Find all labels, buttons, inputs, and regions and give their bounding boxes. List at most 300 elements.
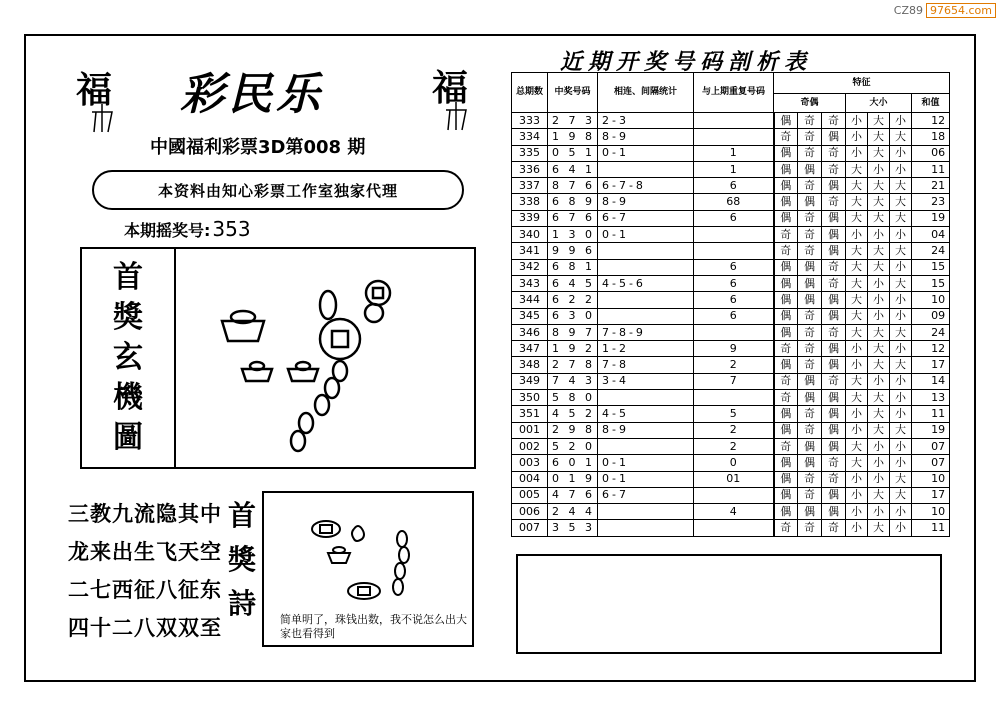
- cell-repeat: 01: [694, 471, 774, 487]
- fu-left: 福: [76, 69, 113, 111]
- draw-number-line: [124, 217, 251, 241]
- cell-big-small: 小: [890, 227, 912, 243]
- cell-adjacent: 1-2: [598, 341, 694, 357]
- cell-sum: 10: [912, 292, 950, 308]
- cell-odd-even: 偶: [798, 438, 822, 454]
- cell-big-small: 小: [868, 161, 890, 177]
- cell-big-small: 大: [868, 357, 890, 373]
- cell-big-small: 小: [846, 341, 868, 357]
- cell-repeat: 5: [694, 406, 774, 422]
- cell-odd-even: 奇: [798, 129, 822, 145]
- cell-odd-even: 偶: [774, 357, 798, 373]
- cell-odd-even: 奇: [798, 406, 822, 422]
- cell-issue: 006: [512, 504, 548, 520]
- cell-odd-even: 偶: [822, 487, 846, 503]
- table-row: [512, 520, 950, 536]
- puzzle-illustration: [178, 251, 474, 467]
- cell-big-small: 大: [846, 373, 868, 389]
- gold-ingot-icon: [328, 547, 350, 563]
- cell-odd-even: 奇: [822, 161, 846, 177]
- cell-odd-even: 偶: [774, 406, 798, 422]
- cell-odd-even: 偶: [774, 210, 798, 226]
- cell-repeat: 0: [694, 455, 774, 471]
- cell-odd-even: 奇: [798, 145, 822, 161]
- cell-winning-number: 1 3 0: [548, 227, 598, 243]
- cell-winning-number: 5 2 0: [548, 438, 598, 454]
- poem-title-char: 獎: [228, 543, 257, 576]
- cell-odd-even: 奇: [798, 227, 822, 243]
- cell-big-small: 小: [890, 390, 912, 406]
- cell-adjacent: 3-4: [598, 373, 694, 389]
- cell-big-small: 大: [846, 178, 868, 194]
- cell-big-small: 大: [846, 438, 868, 454]
- header-features: 特征: [774, 73, 950, 94]
- cell-sum: 11: [912, 406, 950, 422]
- cell-repeat: [694, 243, 774, 259]
- cell-big-small: 小: [846, 422, 868, 438]
- cell-odd-even: 偶: [798, 292, 822, 308]
- cell-issue: 339: [512, 210, 548, 226]
- cell-big-small: 大: [868, 210, 890, 226]
- puzzle-char: 首: [113, 260, 143, 295]
- cell-odd-even: 奇: [822, 145, 846, 161]
- cell-big-small: 大: [846, 390, 868, 406]
- cell-big-small: 小: [868, 471, 890, 487]
- cell-big-small: 大: [846, 243, 868, 259]
- table-row: [512, 145, 950, 161]
- cell-odd-even: 偶: [798, 259, 822, 275]
- table-row: [512, 178, 950, 194]
- coin-edge-icon: [397, 531, 407, 547]
- cell-winning-number: 8 7 6: [548, 178, 598, 194]
- cell-big-small: 大: [890, 243, 912, 259]
- cell-adjacent: [598, 292, 694, 308]
- cell-winning-number: 6 7 6: [548, 210, 598, 226]
- tassel-left-icon: [84, 104, 120, 134]
- poem-title-char: 詩: [228, 587, 257, 620]
- cell-issue: 337: [512, 178, 548, 194]
- cell-repeat: [694, 324, 774, 340]
- cell-big-small: 小: [868, 308, 890, 324]
- cell-issue: 347: [512, 341, 548, 357]
- cell-winning-number: 1 9 8: [548, 129, 598, 145]
- cell-odd-even: 偶: [774, 422, 798, 438]
- cell-big-small: 小: [890, 113, 912, 129]
- cell-winning-number: 4 5 2: [548, 406, 598, 422]
- cell-sum: 14: [912, 373, 950, 389]
- cell-adjacent: 8-9: [598, 129, 694, 145]
- cell-big-small: 大: [868, 243, 890, 259]
- cell-repeat: [694, 520, 774, 536]
- cell-big-small: 大: [846, 324, 868, 340]
- cell-issue: 335: [512, 145, 548, 161]
- cell-odd-even: 奇: [822, 373, 846, 389]
- cell-winning-number: 2 7 8: [548, 357, 598, 373]
- gold-ingot-icon: [242, 362, 272, 381]
- cell-issue: 348: [512, 357, 548, 373]
- cell-odd-even: 偶: [774, 161, 798, 177]
- cell-big-small: 小: [890, 520, 912, 536]
- cell-issue: 341: [512, 243, 548, 259]
- cell-adjacent: [598, 243, 694, 259]
- cell-repeat: [694, 113, 774, 129]
- cell-issue: 345: [512, 308, 548, 324]
- cell-repeat: 1: [694, 145, 774, 161]
- cell-issue: 004: [512, 471, 548, 487]
- cell-odd-even: 偶: [798, 161, 822, 177]
- poem-line: 二七西征八征东: [68, 578, 222, 602]
- cell-sum: 21: [912, 178, 950, 194]
- cell-repeat: [694, 487, 774, 503]
- cell-sum: 07: [912, 455, 950, 471]
- cell-issue: 350: [512, 390, 548, 406]
- puzzle-char: 玄: [113, 340, 143, 375]
- coin-icon: [320, 319, 360, 359]
- poem-title-char: 首: [228, 499, 257, 532]
- cell-repeat: 6: [694, 275, 774, 291]
- poem-line: 龙来出生飞天空: [68, 540, 222, 564]
- coin-edge-icon: [393, 579, 403, 595]
- cell-big-small: 小: [890, 406, 912, 422]
- cell-repeat: 7: [694, 373, 774, 389]
- cell-big-small: 大: [868, 178, 890, 194]
- cell-big-small: 小: [890, 161, 912, 177]
- cell-winning-number: 2 7 3: [548, 113, 598, 129]
- cell-odd-even: 偶: [798, 504, 822, 520]
- cell-odd-even: 偶: [774, 504, 798, 520]
- cell-odd-even: 偶: [774, 292, 798, 308]
- cell-adjacent: [598, 504, 694, 520]
- cell-repeat: 4: [694, 504, 774, 520]
- poem-picture-box: [262, 491, 474, 647]
- cell-winning-number: 6 8 9: [548, 194, 598, 210]
- cell-issue: 351: [512, 406, 548, 422]
- coin-edge-icon: [291, 431, 305, 451]
- cell-issue: 005: [512, 487, 548, 503]
- table-title: 近期开奖号码剖析表: [560, 49, 813, 75]
- cell-sum: 24: [912, 324, 950, 340]
- draw-label: 本期摇奖号:: [124, 221, 211, 240]
- cell-odd-even: 奇: [774, 341, 798, 357]
- poem-illustration: [264, 493, 472, 611]
- table-row: [512, 471, 950, 487]
- cell-big-small: 大: [846, 308, 868, 324]
- cell-repeat: 68: [694, 194, 774, 210]
- cell-issue: 336: [512, 161, 548, 177]
- cell-odd-even: 奇: [822, 520, 846, 536]
- coin-edge-icon: [315, 395, 329, 415]
- history-table-body: [512, 113, 950, 537]
- cell-odd-even: 奇: [774, 227, 798, 243]
- cell-sum: 12: [912, 113, 950, 129]
- blank-notes-box: [516, 554, 942, 654]
- cell-repeat: 1: [694, 161, 774, 177]
- cell-odd-even: 奇: [798, 341, 822, 357]
- poem-title: [228, 494, 258, 626]
- cell-adjacent: 2-3: [598, 113, 694, 129]
- puzzle-char: 機: [113, 380, 143, 415]
- cell-repeat: 6: [694, 259, 774, 275]
- cell-odd-even: 奇: [822, 194, 846, 210]
- cell-adjacent: 0-1: [598, 455, 694, 471]
- cell-issue: 340: [512, 227, 548, 243]
- table-row: [512, 113, 950, 129]
- puzzle-box: [80, 247, 476, 469]
- cell-adjacent: [598, 259, 694, 275]
- coin-edge-icon: [325, 378, 339, 398]
- subtitle-prefix: 中國福利彩票3D第: [150, 137, 304, 158]
- cell-winning-number: 6 4 1: [548, 161, 598, 177]
- table-row: [512, 504, 950, 520]
- cell-big-small: 大: [890, 487, 912, 503]
- cell-odd-even: 奇: [798, 324, 822, 340]
- cell-adjacent: [598, 308, 694, 324]
- coin-edge-icon: [399, 547, 409, 563]
- cell-issue: 344: [512, 292, 548, 308]
- cell-issue: 002: [512, 438, 548, 454]
- cell-big-small: 大: [846, 455, 868, 471]
- cell-odd-even: 偶: [774, 487, 798, 503]
- cell-repeat: 6: [694, 292, 774, 308]
- subtitle: [150, 133, 365, 159]
- cell-winning-number: 2 4 4: [548, 504, 598, 520]
- table-row: [512, 341, 950, 357]
- cell-odd-even: 奇: [774, 243, 798, 259]
- cell-repeat: 6: [694, 178, 774, 194]
- cell-winning-number: 2 9 8: [548, 422, 598, 438]
- cell-adjacent: 6-7-8: [598, 178, 694, 194]
- cell-big-small: 大: [868, 259, 890, 275]
- table-row: [512, 373, 950, 389]
- cell-winning-number: 6 2 2: [548, 292, 598, 308]
- cell-odd-even: 偶: [798, 194, 822, 210]
- cell-adjacent: [598, 161, 694, 177]
- cell-adjacent: 0-1: [598, 227, 694, 243]
- cell-big-small: 小: [890, 341, 912, 357]
- cell-odd-even: 偶: [774, 145, 798, 161]
- cell-odd-even: 偶: [774, 324, 798, 340]
- cell-big-small: 小: [890, 145, 912, 161]
- cell-winning-number: 9 9 6: [548, 243, 598, 259]
- cell-issue: 342: [512, 259, 548, 275]
- cell-big-small: 小: [890, 373, 912, 389]
- table-row: [512, 129, 950, 145]
- coin-edge-icon: [352, 526, 364, 541]
- cell-issue: 338: [512, 194, 548, 210]
- cell-big-small: 大: [890, 422, 912, 438]
- cell-big-small: 大: [890, 194, 912, 210]
- cell-odd-even: 偶: [822, 438, 846, 454]
- cell-odd-even: 奇: [822, 471, 846, 487]
- table-row: [512, 161, 950, 177]
- table-row: [512, 292, 950, 308]
- cell-odd-even: 奇: [798, 178, 822, 194]
- cell-odd-even: 奇: [798, 487, 822, 503]
- cell-sum: 18: [912, 129, 950, 145]
- cell-repeat: [694, 129, 774, 145]
- cell-odd-even: 偶: [798, 455, 822, 471]
- cell-winning-number: 3 5 3: [548, 520, 598, 536]
- tassel-right-icon: [438, 102, 474, 132]
- cell-sum: 11: [912, 520, 950, 536]
- cell-odd-even: 偶: [822, 292, 846, 308]
- table-row: [512, 390, 950, 406]
- coin-edge-icon: [299, 413, 313, 433]
- cell-odd-even: 偶: [822, 504, 846, 520]
- cell-sum: 10: [912, 504, 950, 520]
- cell-odd-even: 奇: [798, 357, 822, 373]
- cell-odd-even: 偶: [774, 113, 798, 129]
- cell-odd-even: 奇: [822, 113, 846, 129]
- cell-odd-even: 奇: [798, 113, 822, 129]
- cell-big-small: 小: [868, 504, 890, 520]
- cell-big-small: 小: [868, 438, 890, 454]
- cell-odd-even: 偶: [822, 422, 846, 438]
- cell-odd-even: 偶: [822, 178, 846, 194]
- header-sum: 和值: [912, 94, 950, 113]
- cell-odd-even: 偶: [822, 357, 846, 373]
- gold-ingot-icon: [288, 362, 318, 381]
- cell-odd-even: 偶: [822, 406, 846, 422]
- watermark: [894, 3, 996, 18]
- watermark-site[interactable]: 97654.com: [926, 3, 996, 18]
- cell-issue: 349: [512, 373, 548, 389]
- cell-big-small: 小: [890, 292, 912, 308]
- cell-issue: 003: [512, 455, 548, 471]
- coin-edge-icon: [320, 291, 336, 319]
- cell-big-small: 小: [868, 373, 890, 389]
- cell-big-small: 大: [890, 324, 912, 340]
- cell-big-small: 小: [868, 275, 890, 291]
- cell-odd-even: 奇: [774, 520, 798, 536]
- cell-odd-even: 奇: [822, 275, 846, 291]
- cell-big-small: 小: [890, 259, 912, 275]
- cell-sum: 07: [912, 438, 950, 454]
- table-row: [512, 438, 950, 454]
- cell-winning-number: 5 8 0: [548, 390, 598, 406]
- cell-odd-even: 奇: [774, 390, 798, 406]
- cell-big-small: 小: [868, 227, 890, 243]
- cell-odd-even: 奇: [774, 373, 798, 389]
- cell-big-small: 小: [868, 292, 890, 308]
- cell-sum: 19: [912, 422, 950, 438]
- cell-odd-even: 偶: [798, 390, 822, 406]
- cell-big-small: 大: [868, 422, 890, 438]
- cell-big-small: 大: [868, 520, 890, 536]
- cell-sum: 13: [912, 390, 950, 406]
- puzzle-label: [82, 249, 174, 467]
- cell-odd-even: 奇: [798, 422, 822, 438]
- cell-odd-even: 偶: [822, 308, 846, 324]
- cell-issue: 343: [512, 275, 548, 291]
- cell-issue: 007: [512, 520, 548, 536]
- fu-right: 福: [432, 67, 469, 109]
- cell-adjacent: 8-9: [598, 422, 694, 438]
- table-row: [512, 324, 950, 340]
- cell-adjacent: 7-8-9: [598, 324, 694, 340]
- coin-icon: [312, 521, 340, 537]
- table-row: [512, 227, 950, 243]
- cell-winning-number: 0 5 1: [548, 145, 598, 161]
- cell-big-small: 小: [890, 504, 912, 520]
- cell-issue: 346: [512, 324, 548, 340]
- cell-sum: 09: [912, 308, 950, 324]
- cell-odd-even: 偶: [822, 129, 846, 145]
- coin-edge-icon: [395, 563, 405, 579]
- cell-winning-number: 6 3 0: [548, 308, 598, 324]
- cell-sum: 12: [912, 341, 950, 357]
- page-title: 彩民乐: [180, 69, 324, 120]
- header-big-small: 大小: [846, 94, 912, 113]
- cell-sum: 10: [912, 471, 950, 487]
- cell-big-small: 大: [868, 113, 890, 129]
- cell-repeat: 2: [694, 438, 774, 454]
- cell-repeat: 9: [694, 341, 774, 357]
- cell-big-small: 小: [890, 455, 912, 471]
- cell-adjacent: 0-1: [598, 145, 694, 161]
- cell-big-small: 大: [868, 324, 890, 340]
- cell-issue: 001: [512, 422, 548, 438]
- cell-winning-number: 1 9 2: [548, 341, 598, 357]
- cell-big-small: 小: [846, 113, 868, 129]
- cell-issue: 333: [512, 113, 548, 129]
- cell-repeat: [694, 390, 774, 406]
- cell-odd-even: 奇: [774, 129, 798, 145]
- header-repeat: 与上期重复号码: [694, 73, 774, 113]
- cell-odd-even: 偶: [774, 259, 798, 275]
- cell-odd-even: 偶: [774, 275, 798, 291]
- cell-odd-even: 偶: [774, 455, 798, 471]
- cell-big-small: 小: [890, 308, 912, 324]
- puzzle-char: 獎: [113, 300, 143, 335]
- cell-big-small: 大: [890, 178, 912, 194]
- cell-odd-even: 偶: [822, 210, 846, 226]
- cell-big-small: 小: [846, 406, 868, 422]
- table-row: [512, 422, 950, 438]
- cell-big-small: 小: [846, 504, 868, 520]
- cell-big-small: 大: [868, 145, 890, 161]
- cell-big-small: 大: [868, 390, 890, 406]
- coin-icon: [348, 583, 380, 599]
- cell-odd-even: 奇: [774, 438, 798, 454]
- cell-odd-even: 偶: [774, 178, 798, 194]
- cell-big-small: 大: [846, 259, 868, 275]
- cell-sum: 15: [912, 275, 950, 291]
- cell-big-small: 小: [890, 438, 912, 454]
- table-row: [512, 487, 950, 503]
- cell-sum: 23: [912, 194, 950, 210]
- cell-big-small: 大: [868, 129, 890, 145]
- header-odd-even: 奇偶: [774, 94, 846, 113]
- cell-big-small: 小: [846, 227, 868, 243]
- cell-sum: 17: [912, 487, 950, 503]
- history-table: [511, 72, 950, 537]
- puzzle-divider: [174, 249, 176, 467]
- cell-adjacent: 7-8: [598, 357, 694, 373]
- poem-line: 四十二八双双至: [68, 616, 222, 640]
- cell-odd-even: 奇: [798, 308, 822, 324]
- cell-adjacent: 4-5: [598, 406, 694, 422]
- cell-winning-number: 8 9 7: [548, 324, 598, 340]
- header-adjacent: 相连、间隔统计: [598, 73, 694, 113]
- cell-adjacent: [598, 520, 694, 536]
- coin-icon: [365, 304, 383, 322]
- cell-adjacent: 0-1: [598, 471, 694, 487]
- cell-adjacent: [598, 438, 694, 454]
- agency-banner: 本资料由知心彩票工作室独家代理: [92, 170, 464, 210]
- table-row: [512, 194, 950, 210]
- cell-big-small: 小: [846, 129, 868, 145]
